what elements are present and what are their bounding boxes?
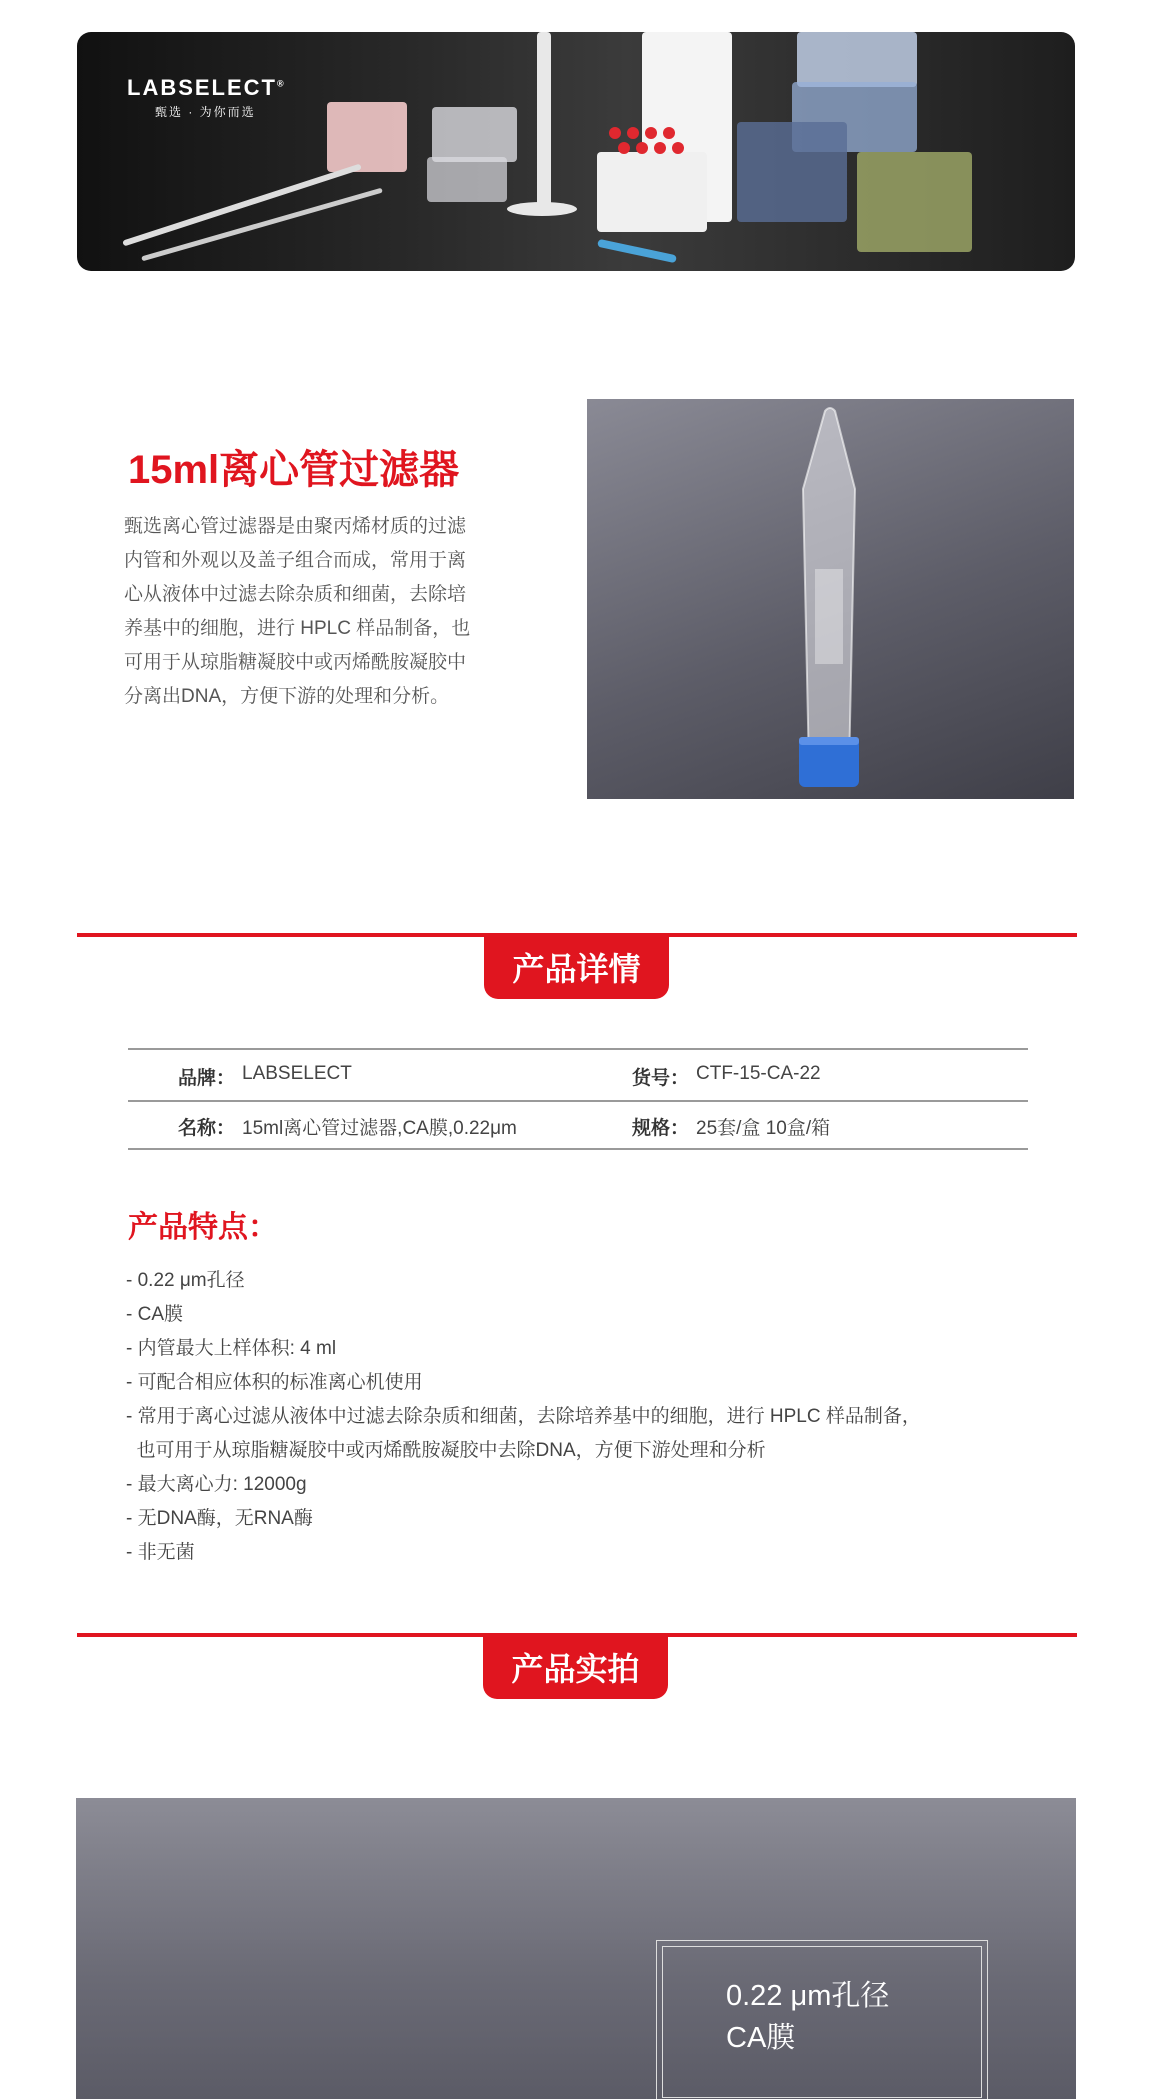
- tube-cap: [636, 142, 648, 154]
- sku-value: CTF-15-CA-22: [696, 1063, 821, 1084]
- pipette-stand-base: [507, 202, 577, 216]
- hero-banner: [77, 32, 1075, 271]
- list-item: - CA膜: [126, 1304, 184, 1325]
- centrifuge-tube-illustration: [587, 399, 1074, 799]
- tube-cap: [672, 142, 684, 154]
- name-label: 名称：: [178, 1118, 236, 1139]
- list-item: - 常用于离心过滤从液体中过滤去除杂质和细菌，去除培养基中的细胞，进行 HPLC 样品制备，: [126, 1406, 921, 1427]
- pipette-tip-box-pink: [327, 102, 407, 172]
- tube-cap: [645, 127, 657, 139]
- list-item: - 可配合相应体积的标准离心机使用: [126, 1372, 423, 1393]
- pipette-stand: [537, 32, 551, 212]
- caption-membrane: CA膜: [726, 2022, 796, 2054]
- brand-value: LABSELECT: [242, 1063, 352, 1084]
- list-item: - 内管最大上样体积: 4 ml: [126, 1338, 337, 1359]
- pack-label: 规格：: [632, 1118, 690, 1139]
- list-item: - 非无菌: [126, 1542, 195, 1563]
- list-item: - 0.22 μm孔径: [126, 1270, 245, 1291]
- product-photo: [587, 399, 1074, 799]
- tube-cap: [663, 127, 675, 139]
- product-title: 15ml离心管过滤器: [128, 448, 460, 492]
- list-item: 也可用于从琼脂糖凝胶中或丙烯酰胺凝胶中去除DNA，方便下游处理和分析: [126, 1440, 766, 1461]
- features-list: [126, 1264, 921, 1570]
- tube-cap: [609, 127, 621, 139]
- blue-tips: [597, 239, 677, 263]
- tube-cap: [654, 142, 666, 154]
- real-product-photo: [76, 1798, 1076, 2099]
- features-title: 产品特点：: [128, 1211, 278, 1244]
- list-item: - 无DNA酶，无RNA酶: [126, 1508, 313, 1529]
- table-rule: [128, 1100, 1028, 1102]
- tip-box-yellow: [857, 152, 972, 252]
- tube-cap: [618, 142, 630, 154]
- tube-cap: [627, 127, 639, 139]
- section-title-details: 产品详情: [484, 935, 669, 999]
- name-value: 15ml离心管过滤器,CA膜,0.22μm: [242, 1118, 517, 1139]
- brand-logo: LABSELECT®: [127, 75, 286, 100]
- brand-label: 品牌：: [178, 1068, 236, 1089]
- tube-rack-clear: [432, 107, 517, 162]
- table-rule: [128, 1048, 1028, 1050]
- pack-value: 25套/盒 10盒/箱: [696, 1118, 831, 1139]
- caption-frame: [662, 1946, 982, 2098]
- brand-slogan: 甄选 · 为你而选: [155, 105, 256, 119]
- tube-rack-white: [597, 152, 707, 232]
- tip-box-left: [737, 122, 847, 222]
- sku-label: 货号：: [632, 1068, 690, 1089]
- tube-rack-clear-2: [427, 157, 507, 202]
- section-title-photos: 产品实拍: [483, 1635, 668, 1699]
- product-description: 甄选离心管过滤器是由聚丙烯材质的过滤内管和外观以及盖子组合而成，常用于离心从液体中过滤去除杂质和细菌，去除培养基中的细胞，进行 HPLC 样品制备，也可用于从琼脂糖凝胶中或丙烯酰胺凝胶中分离出DNA，方便下游的处理和分析。: [124, 516, 471, 707]
- list-item: - 最大离心力: 12000g: [126, 1474, 307, 1495]
- caption-pore-size: 0.22 μm孔径: [726, 1980, 890, 2012]
- table-rule: [128, 1148, 1028, 1150]
- tip-box-top: [797, 32, 917, 87]
